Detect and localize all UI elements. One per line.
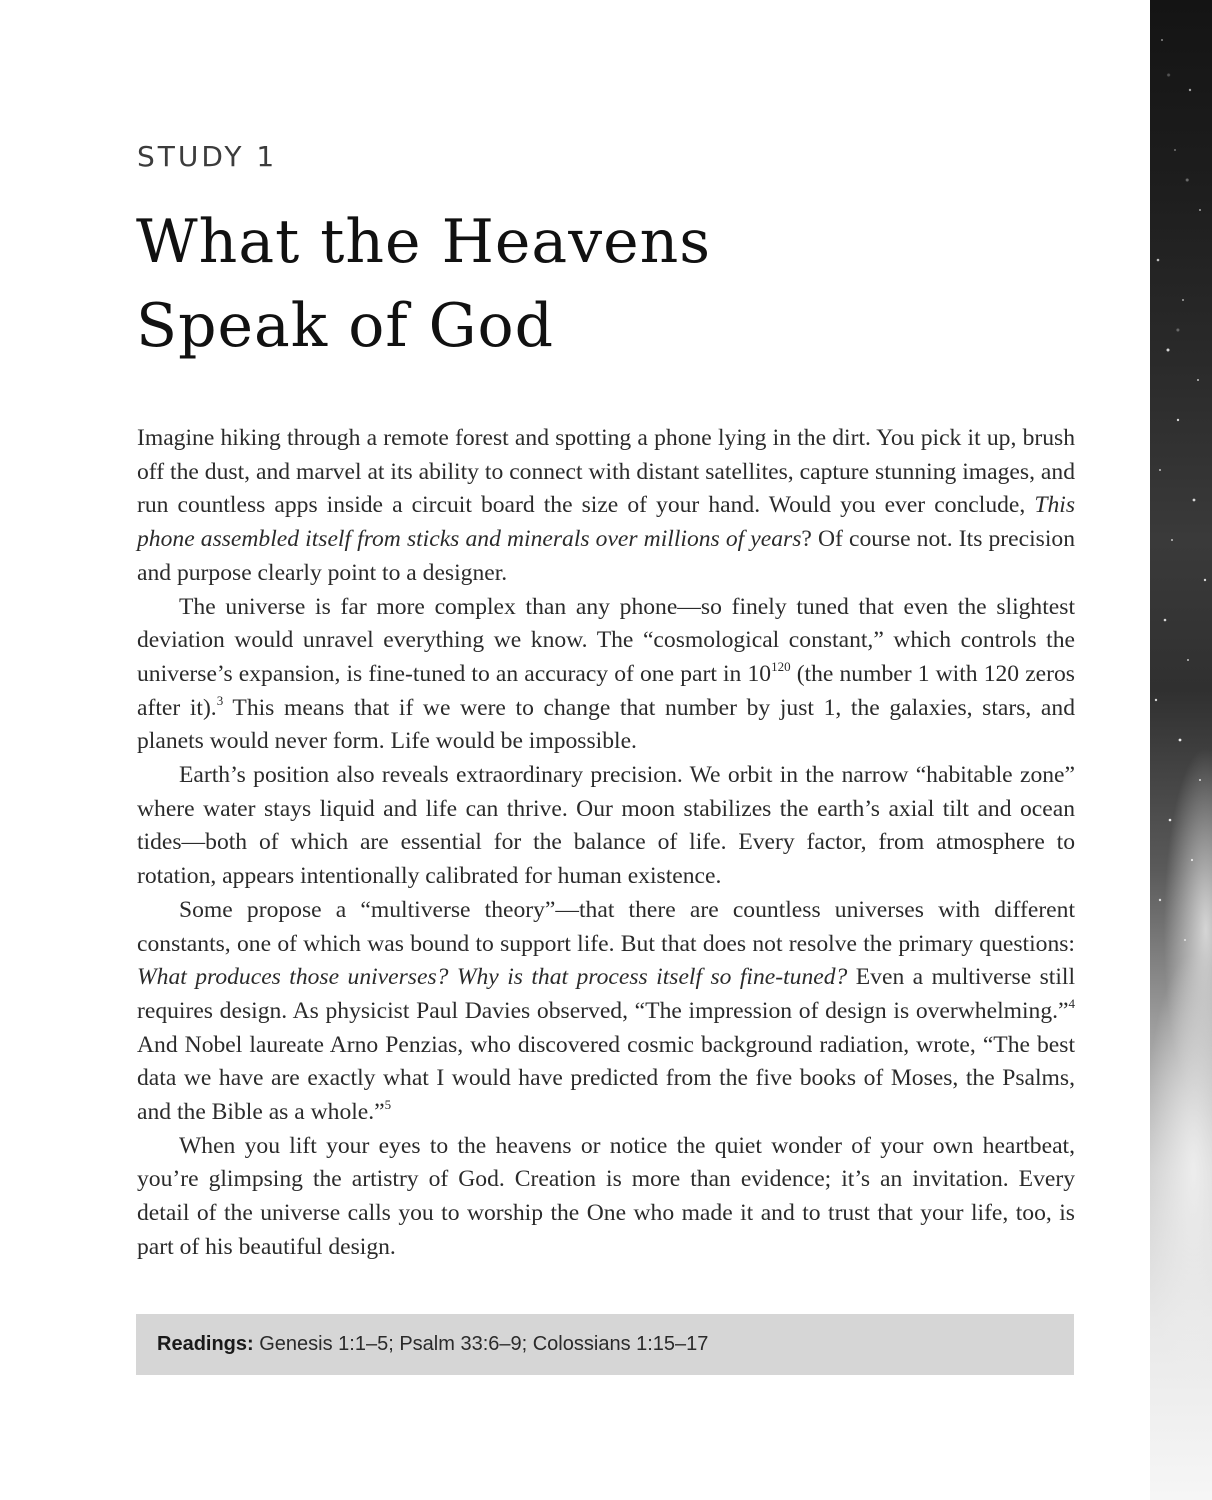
paragraph-1-italic: This phone assembled itself from sticks and minerals over millions of years xyxy=(137,492,1075,553)
chapter-title-line-1: What the Heavens xyxy=(136,207,712,277)
exponent: 120 xyxy=(771,658,791,674)
study-label: STUDY 1 xyxy=(137,140,278,173)
footnote-ref-5: 5 xyxy=(384,1097,392,1113)
paragraph-4-text-c: And Nobel laureate Arno Penzias, who discovered cosmic background radiation, wrote, “The best data we have are exactly what I would have predicted from the five books of Moses, the Psalms, and the Bible as a whole.” xyxy=(137,1031,1075,1126)
starfield-image xyxy=(1150,0,1212,1500)
paragraph-4 xyxy=(137,894,1075,1130)
paragraph-2 xyxy=(137,591,1075,760)
chapter-title-line-2: Speak of God xyxy=(136,291,555,361)
paragraph-3: Earth’s position also reveals extraordinary precision. We orbit in the narrow “habitable zone” where water stays liquid and life can thrive. Our moon stabilizes the earth’s axial tilt and ocean tides—both of which are essential for the balance of life. Every factor, from atmosphere to rotation, appears intentionally calibrated for human existence. xyxy=(137,762,1075,890)
paragraph-4-italic: What produces those universes? Why is that process itself so fine-tuned? xyxy=(137,964,848,991)
paragraph-1-text-b: ? Of course not. Its precision and purpose clearly point to a designer. xyxy=(137,526,1075,586)
chapter-title xyxy=(136,200,896,368)
paragraph-4-text-b: Even a multiverse still requires design. As physicist Paul Davies observed, “The impression of design is overwhelming.” xyxy=(137,964,1075,1024)
paragraph-5: When you lift your eyes to the heavens or notice the quiet wonder of your own heartbeat, you’re glimpsing the artistry of God. Creation is more than evidence; it’s an invitation. Every detail of the universe calls you to worship the One who made it and to trust that your life, too, is part of his beautiful design. xyxy=(137,1132,1075,1260)
paragraph-2-text-a: The universe is far more complex than any phone—so finely tuned that even the slightest deviation would unravel everything we know. The “cosmological constant,” which controls the universe’s expansion, is fine-tuned to an accuracy of one part in 10 xyxy=(137,593,1075,687)
footnote-ref-4: 4 xyxy=(1068,995,1075,1011)
readings-box xyxy=(136,1314,1074,1375)
readings-list: Genesis 1:1–5; Psalm 33:6–9; Colossians 1:15–17 xyxy=(253,1333,709,1355)
body-text xyxy=(137,422,1075,1265)
paragraph-2-text-c: This means that if we were to change that number by just 1, the galaxies, stars, and planets would never form. Life would be impossible. xyxy=(137,694,1076,755)
paragraph-2-text-b: (the number 1 with 120 zeros after it). xyxy=(137,660,1075,721)
paragraph-1 xyxy=(137,422,1075,591)
paragraph-4-text-a: Some propose a “multiverse theory”—that there are countless universes with different constants, one of which was bound to support life. But that does not resolve the primary questions: xyxy=(137,896,1075,957)
readings-label: Readings: xyxy=(157,1333,254,1355)
paragraph-1-text-a: Imagine hiking through a remote forest and spotting a phone lying in the dirt. You pick it up, brush off the dust, and marvel at its ability to connect with distant satellites, capture stunning images, and run countless apps inside a circuit board the size of your hand. Would you ever conclude, xyxy=(137,425,1075,519)
star-specks xyxy=(1150,0,1212,1500)
footnote-ref-3: 3 xyxy=(216,692,224,708)
